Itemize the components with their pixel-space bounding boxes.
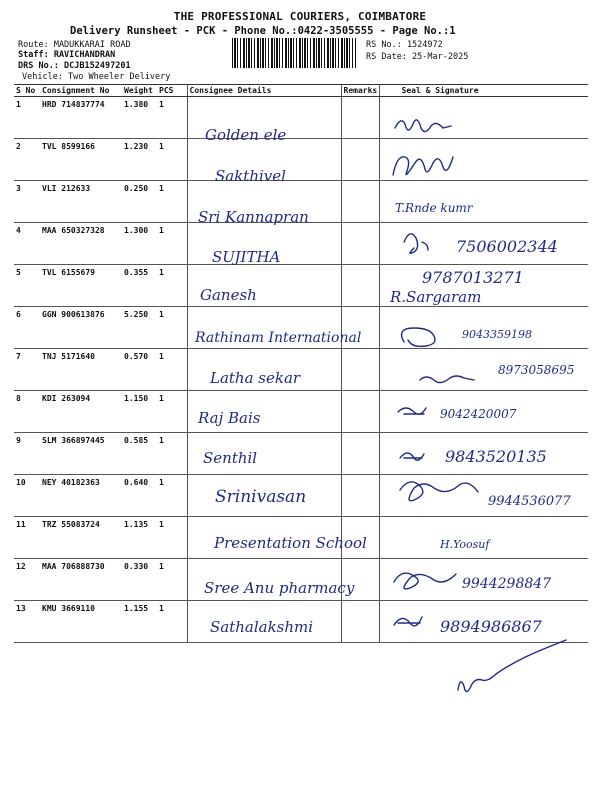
consignment-cell: KMU 3669110 <box>40 601 122 643</box>
drs-label: DRS No.: DCJB152497201 <box>18 61 131 71</box>
sno-cell: 1 <box>14 97 40 139</box>
consignee-hw-5: Ganesh <box>200 286 257 304</box>
signature-cell <box>379 517 588 559</box>
remarks-cell <box>341 433 379 475</box>
sno-cell: 8 <box>14 391 40 433</box>
sno-cell: 11 <box>14 517 40 559</box>
seal-hw-11: H.Yoosuf <box>440 538 490 551</box>
remarks-cell <box>341 559 379 601</box>
consignee-hw-10: Srinivasan <box>215 487 307 507</box>
pcs-cell: 1 <box>157 601 187 643</box>
col-remarks-header: Remarks <box>341 85 379 97</box>
remarks-cell <box>341 97 379 139</box>
route-label: Route: MADUKKARAI ROAD <box>18 40 131 50</box>
remarks-cell <box>341 307 379 349</box>
consignee-cell <box>187 97 341 139</box>
pcs-cell: 1 <box>157 517 187 559</box>
sno-cell: 6 <box>14 307 40 349</box>
table-row <box>14 517 588 559</box>
remarks-cell <box>341 223 379 265</box>
consignment-cell: SLM 366897445 <box>40 433 122 475</box>
pcs-cell: 1 <box>157 433 187 475</box>
runsheet-subtitle: Delivery Runsheet - PCK - Phone No.:0422-3505555 - Page No.:1 <box>70 25 456 37</box>
table-row <box>14 601 588 643</box>
seal-hw-4: 7506002344 <box>456 237 558 256</box>
pcs-cell: 1 <box>157 475 187 517</box>
rs-number: RS No.: 1524972 <box>366 40 443 50</box>
remarks-cell <box>341 517 379 559</box>
consignment-cell: TRZ 55083724 <box>40 517 122 559</box>
weight-cell: 1.150 <box>122 391 157 433</box>
remarks-cell <box>341 349 379 391</box>
consignee-hw-2: Sakthivel <box>215 167 286 185</box>
consignment-cell: MAA 650327328 <box>40 223 122 265</box>
pcs-cell: 1 <box>157 349 187 391</box>
table-row <box>14 307 588 349</box>
consignment-cell: KDI 263094 <box>40 391 122 433</box>
consignee-cell <box>187 517 341 559</box>
col-sno-header: S No <box>14 85 40 97</box>
weight-cell: 0.330 <box>122 559 157 601</box>
table-row <box>14 265 588 307</box>
col-weight-header: Weight <box>122 85 157 97</box>
sno-cell: 13 <box>14 601 40 643</box>
pcs-cell: 1 <box>157 307 187 349</box>
consignee-hw-13: Sathalakshmi <box>210 618 314 636</box>
pcs-cell: 1 <box>157 97 187 139</box>
consignment-cell: TVL 8599166 <box>40 139 122 181</box>
sno-cell: 5 <box>14 265 40 307</box>
sno-cell: 7 <box>14 349 40 391</box>
seal-hw-13: 9894986867 <box>440 617 542 636</box>
remarks-cell <box>341 391 379 433</box>
weight-cell: 0.640 <box>122 475 157 517</box>
weight-cell: 0.585 <box>122 433 157 475</box>
seal-hw-12: 9944298847 <box>462 576 552 592</box>
table-row <box>14 475 588 517</box>
seal-hw-5: 9787013271 <box>422 268 524 287</box>
table-row <box>14 223 588 265</box>
consignment-cell: HRD 714837774 <box>40 97 122 139</box>
pcs-cell: 1 <box>157 559 187 601</box>
col-signature-header: Seal & Signature <box>379 85 588 97</box>
consignee-hw-4: SUJITHA <box>212 248 281 266</box>
weight-cell: 1.135 <box>122 517 157 559</box>
consignee-hw-1: Golden ele <box>205 126 287 144</box>
consignment-cell: TNJ 5171640 <box>40 349 122 391</box>
table-header-row <box>14 85 588 97</box>
signature-cell <box>379 433 588 475</box>
consignment-cell: GGN 900613876 <box>40 307 122 349</box>
signature-cell <box>379 349 588 391</box>
col-consignee-header: Consignee Details <box>187 85 341 97</box>
col-pcs-header: PCS <box>157 85 187 97</box>
sno-cell: 2 <box>14 139 40 181</box>
sno-cell: 9 <box>14 433 40 475</box>
consignee-cell <box>187 433 341 475</box>
weight-cell: 1.155 <box>122 601 157 643</box>
sno-cell: 12 <box>14 559 40 601</box>
remarks-cell <box>341 139 379 181</box>
signature-cell <box>379 139 588 181</box>
pcs-cell: 1 <box>157 139 187 181</box>
remarks-cell <box>341 265 379 307</box>
consignee-cell <box>187 181 341 223</box>
consignee-cell <box>187 559 341 601</box>
weight-cell: 0.250 <box>122 181 157 223</box>
table-row <box>14 181 588 223</box>
signature-cell <box>379 181 588 223</box>
weight-cell: 1.300 <box>122 223 157 265</box>
consignee-hw-8: Raj Bais <box>198 409 261 427</box>
consignee-cell <box>187 223 341 265</box>
table-row <box>14 349 588 391</box>
seal-hw-10: 9944536077 <box>488 494 571 509</box>
weight-cell: 1.230 <box>122 139 157 181</box>
pcs-cell: 1 <box>157 181 187 223</box>
consignee-cell <box>187 391 341 433</box>
table-row <box>14 97 588 139</box>
staff-label: Staff: RAVICHANDRAN <box>18 50 116 60</box>
table-row <box>14 433 588 475</box>
consignee-cell <box>187 601 341 643</box>
signature-cell <box>379 391 588 433</box>
remarks-cell <box>341 181 379 223</box>
weight-cell: 5.250 <box>122 307 157 349</box>
sno-cell: 4 <box>14 223 40 265</box>
seal-hw-6: 9043359198 <box>462 328 532 341</box>
barcode <box>232 38 356 68</box>
consignee-cell <box>187 307 341 349</box>
weight-cell: 0.355 <box>122 265 157 307</box>
consignment-cell: TVL 6155679 <box>40 265 122 307</box>
consignment-cell: NEY 40182363 <box>40 475 122 517</box>
company-title: THE PROFESSIONAL COURIERS, COIMBATORE <box>173 10 427 23</box>
weight-cell: 0.570 <box>122 349 157 391</box>
pcs-cell: 1 <box>157 223 187 265</box>
consignment-cell: MAA 706888730 <box>40 559 122 601</box>
signature-cell <box>379 559 588 601</box>
consignee-cell <box>187 139 341 181</box>
vehicle-label: Vehicle: Two Wheeler Delivery <box>22 72 171 82</box>
consignee-hw-7: Latha sekar <box>210 369 301 387</box>
rs-date: RS Date: 25-Mar-2025 <box>366 52 469 62</box>
seal-hw-8: 9042420007 <box>440 407 517 421</box>
signature-cell <box>379 265 588 307</box>
pcs-cell: 1 <box>157 265 187 307</box>
col-consignment-header: Consignment No <box>40 85 122 97</box>
signature-cell <box>379 307 588 349</box>
pcs-cell: 1 <box>157 391 187 433</box>
consignee-hw-6: Rathinam International <box>195 330 362 346</box>
consignee-cell <box>187 475 341 517</box>
runsheet-table <box>14 84 588 643</box>
seal-hw-5b: R.Sargaram <box>390 288 482 306</box>
remarks-cell <box>341 475 379 517</box>
sno-cell: 3 <box>14 181 40 223</box>
consignee-cell <box>187 265 341 307</box>
sno-cell: 10 <box>14 475 40 517</box>
signature-cell <box>379 475 588 517</box>
table-row <box>14 139 588 181</box>
consignee-cell <box>187 349 341 391</box>
signature-cell <box>379 601 588 643</box>
consignee-hw-11: Presentation School <box>214 534 367 552</box>
footer-signature <box>458 640 566 692</box>
consignee-hw-12: Sree Anu pharmacy <box>204 579 355 597</box>
weight-cell: 1.380 <box>122 97 157 139</box>
consignee-hw-3: Sri Kannapran <box>198 208 309 226</box>
signature-cell <box>379 223 588 265</box>
remarks-cell <box>341 601 379 643</box>
consignee-hw-9: Senthil <box>203 449 258 467</box>
seal-hw-7: 8973058695 <box>498 363 575 377</box>
seal-hw-9: 9843520135 <box>445 447 547 466</box>
table-row <box>14 391 588 433</box>
seal-hw-3: T.Rnde kumr <box>395 201 473 215</box>
table-row <box>14 559 588 601</box>
consignment-cell: VLI 212633 <box>40 181 122 223</box>
signature-cell <box>379 97 588 139</box>
